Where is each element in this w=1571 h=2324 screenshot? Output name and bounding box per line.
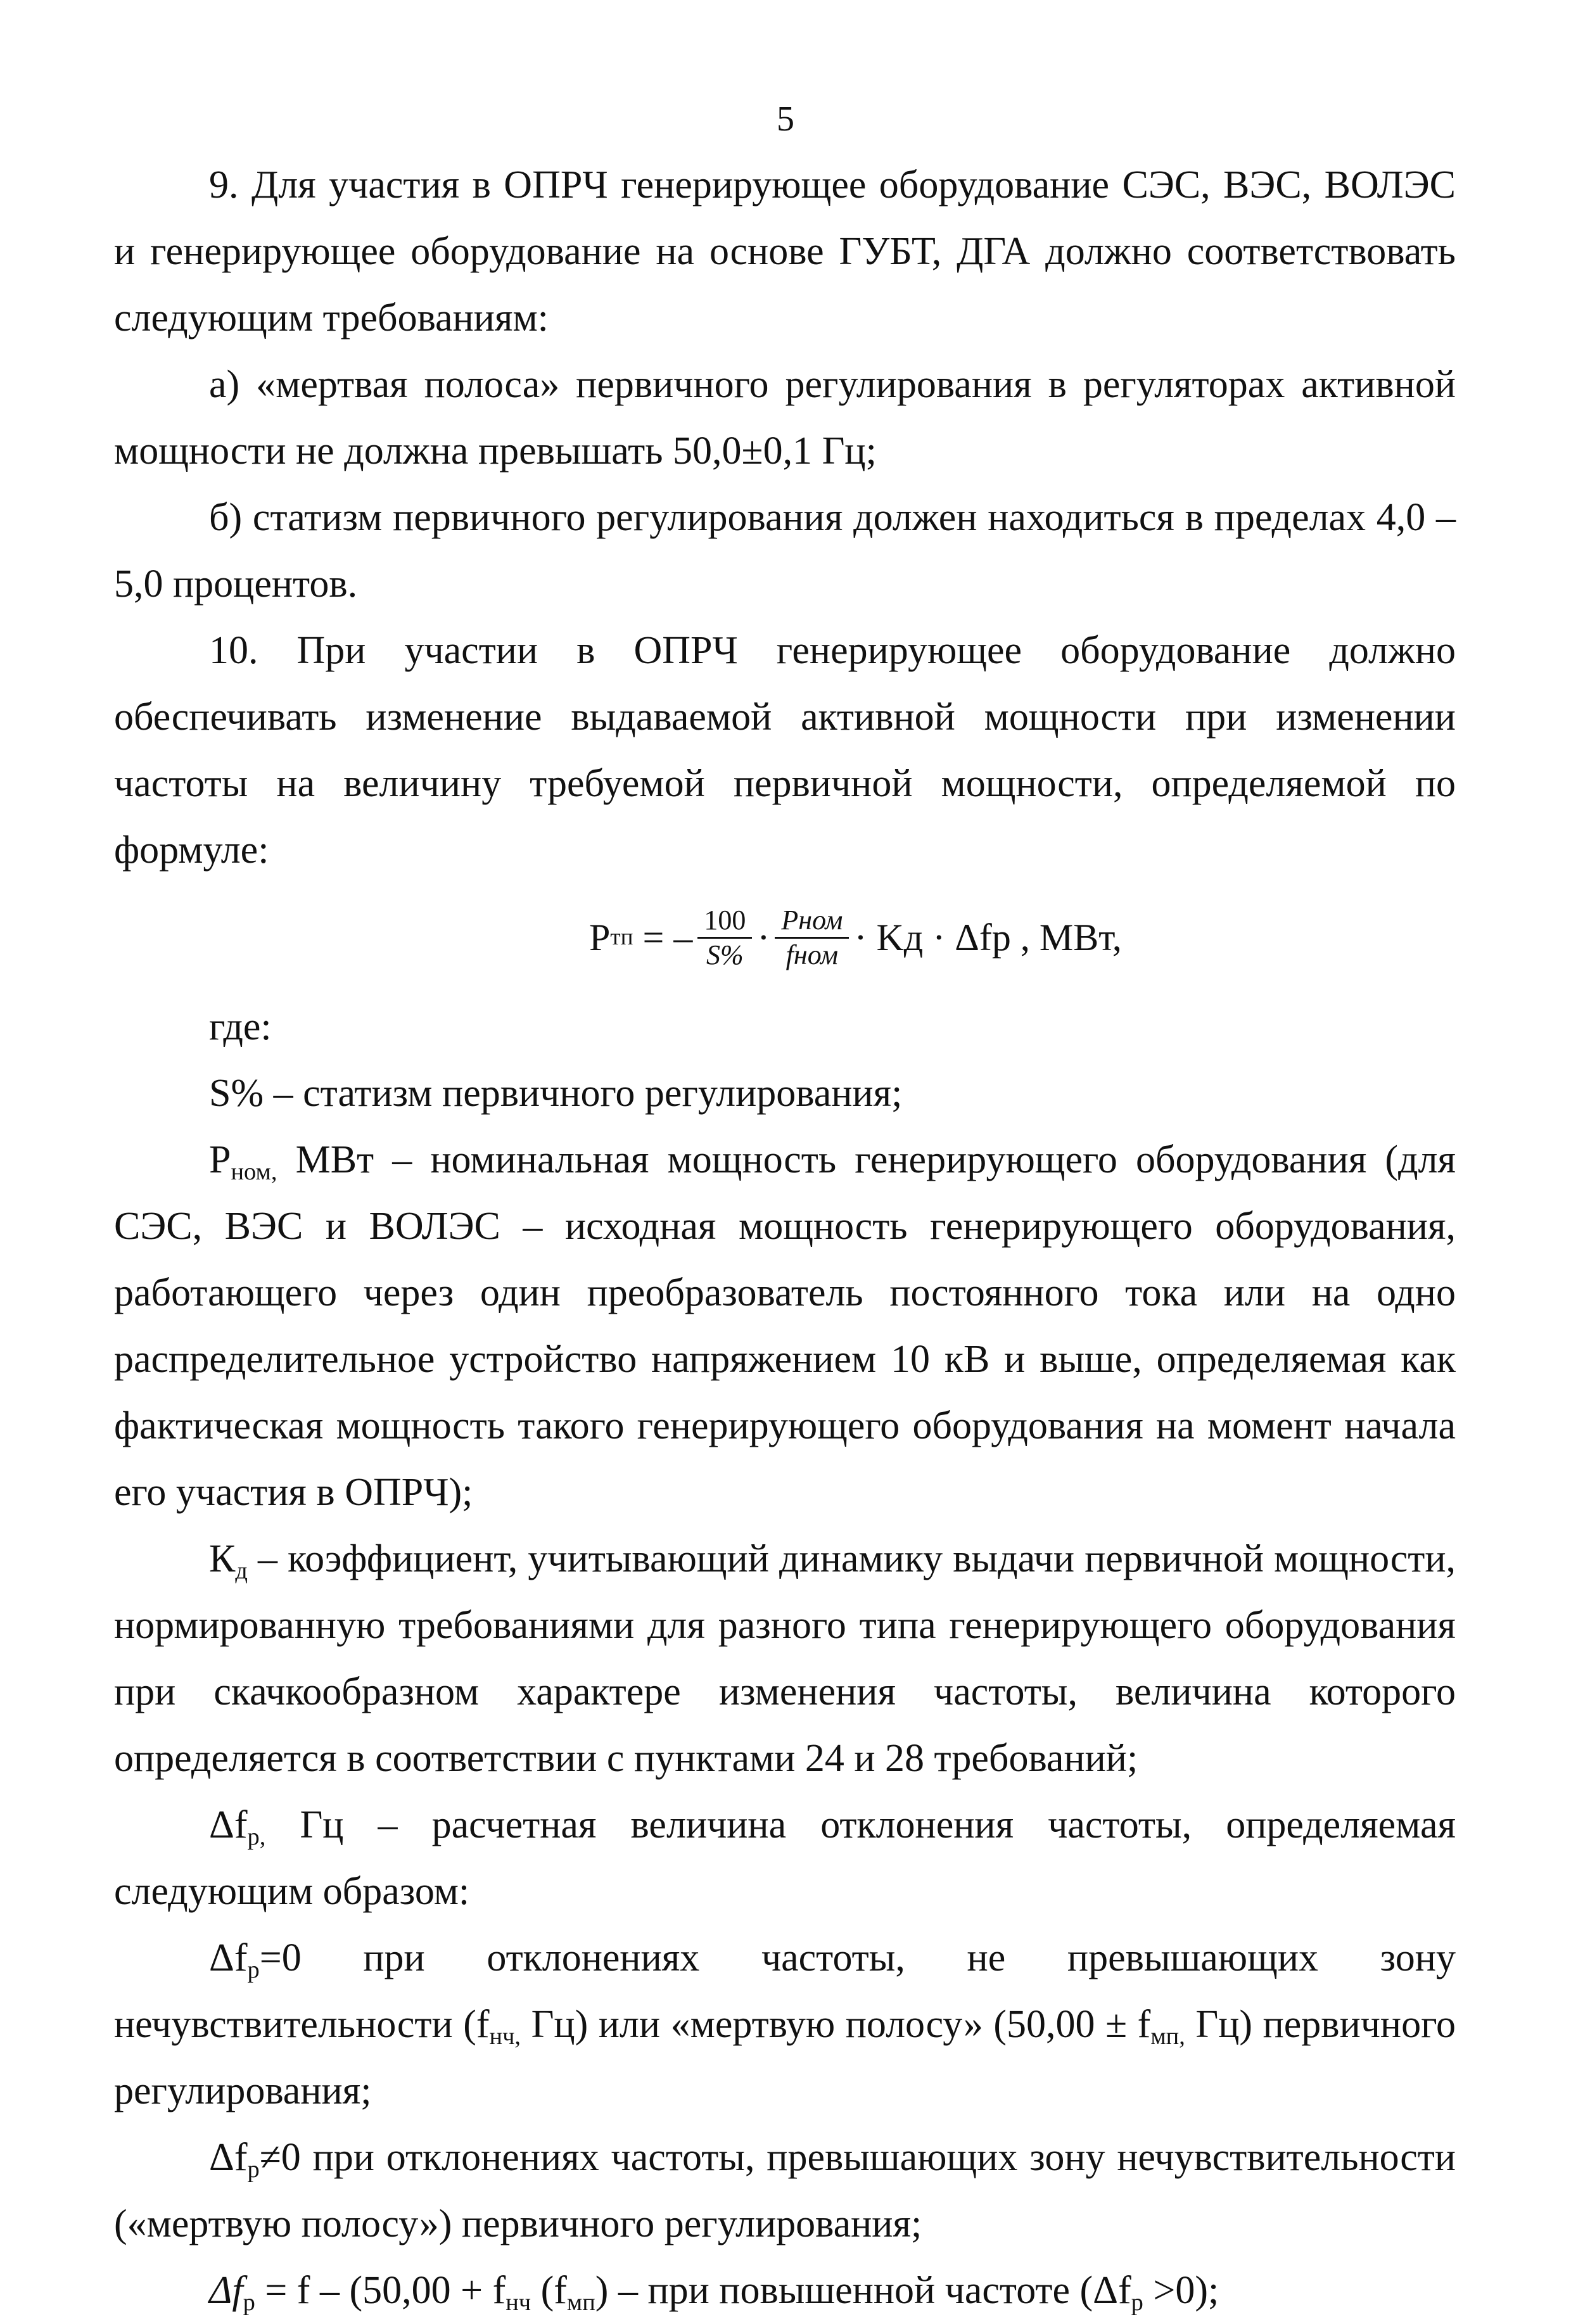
pnom-subscript: ном, bbox=[231, 1158, 277, 1185]
dfp-zero-sub-2: нч, bbox=[489, 2022, 521, 2050]
dfp-zero-symbol: Δf bbox=[209, 1936, 248, 1979]
formula-dot: · bbox=[757, 916, 770, 958]
formula-tail: · Kд · Δfр , МВт, bbox=[854, 916, 1122, 958]
document-body bbox=[114, 152, 1456, 2324]
fraction-1-numerator: 100 bbox=[697, 904, 752, 939]
def-pnom bbox=[114, 1127, 1456, 1526]
paragraph-9a: а) «мертвая полоса» первичного регулирования в регуляторах активной мощности не должна превышать 50,0±0,1 Гц; bbox=[114, 363, 1456, 473]
power-formula: P тп = – $\frac{100}{S\%}$ · $\frac{\text{Pном}}{\text{fном}}$ · Kд · Δfр , МВт, bbox=[589, 904, 1122, 970]
dfp-subscript: р, bbox=[247, 1823, 266, 1850]
fraction-1-denominator: S% bbox=[706, 939, 744, 970]
dfp-text: Гц – расчетная величина отклонения частоты, определяемая следующим образом: bbox=[114, 1803, 1456, 1913]
dfp-high-text-2: (f bbox=[531, 2269, 567, 2312]
def-statism: S% – статизм первичного регулирования; bbox=[209, 1072, 903, 1115]
paragraph-10: 10. При участии в ОПРЧ генерирующее оборудование должно обеспечивать изменение выдаваемой активной мощности при изменении частоты на величину требуемой первичной мощности, определяемой по формуле: bbox=[114, 629, 1456, 872]
page-number: 5 bbox=[777, 99, 794, 139]
paragraph-9: 9. Для участия в ОПРЧ генерирующее оборудование СЭС, ВЭС, ВОЛЭС и генерирующее оборудование на основе ГУБТ, ДГА должно соответствовать следующим требованиям: bbox=[114, 163, 1456, 340]
def-kd bbox=[114, 1526, 1456, 1792]
kd-symbol: К bbox=[209, 1537, 236, 1580]
dfp-high-sub-4: р bbox=[1131, 2289, 1143, 2316]
dfp-zero-case bbox=[114, 1925, 1456, 2124]
dfp-high-symbol: Δf bbox=[209, 2269, 243, 2312]
dfp-zero-text-3: Гц) первичного регулирования; bbox=[114, 2003, 1456, 2112]
dfp-high-text-1: = f – (50,00 + f bbox=[255, 2269, 506, 2312]
dfp-high-sub: р bbox=[243, 2289, 255, 2316]
formula-fraction-1 bbox=[697, 904, 752, 972]
dfp-nonzero-symbol: Δf bbox=[209, 2136, 248, 2179]
dfp-high-sub-2: нч bbox=[506, 2289, 531, 2316]
where-label: где: bbox=[209, 1005, 272, 1048]
dfp-zero-sub: р bbox=[247, 1956, 260, 1983]
def-dfp bbox=[114, 1792, 1456, 1925]
dfp-zero-text-2: Гц) или «мертвую полосу» (50,00 ± f bbox=[521, 2003, 1151, 2046]
formula-lhs: P bbox=[589, 916, 611, 958]
dfp-nonzero-case bbox=[114, 2124, 1456, 2257]
dfp-high-case bbox=[114, 2257, 1456, 2324]
dfp-high-text-3: ) – при повышенной частоте (Δf bbox=[595, 2269, 1131, 2312]
formula-fraction-2 bbox=[775, 904, 849, 972]
dfp-zero-sub-3: мп, bbox=[1150, 2022, 1185, 2050]
kd-subscript: д bbox=[235, 1557, 248, 1584]
formula-eq: = – bbox=[633, 916, 693, 958]
pnom-symbol: P bbox=[209, 1138, 231, 1181]
dfp-high-sub-3: мп bbox=[566, 2289, 595, 2316]
dfp-high-text-4: >0); bbox=[1143, 2269, 1219, 2312]
dfp-zero-text-1: =0 при отклонениях частоты, не превышающих зону нечувствительности (f bbox=[114, 1936, 1456, 2046]
dfp-symbol: Δf bbox=[209, 1803, 248, 1846]
pnom-text: МВт – номинальная мощность генерирующего оборудования (для СЭС, ВЭС и ВОЛЭС – исходная мощность генерирующего оборудования, работающего через один преобразователь постоянного тока или на одно распределительное устройство напряжением 10 кВ и выше, определяемая как фактическая мощность такого генерирующего оборудования на момент начала его участия в ОПРЧ); bbox=[114, 1138, 1456, 1514]
fraction-2-denominator: fном bbox=[786, 939, 839, 970]
dfp-nonzero-sub: р bbox=[247, 2156, 260, 2183]
paragraph-9b: б) статизм первичного регулирования должен находиться в пределах 4,0 –5,0 процентов. bbox=[114, 496, 1456, 606]
kd-text: – коэффициент, учитывающий динамику выдачи первичной мощности, нормированную требованиями для разного типа генерирующего оборудования при скачкообразном характере изменения частоты, величина которого определяется в соответствии с пунктами 24 и 28 требований; bbox=[114, 1537, 1456, 1780]
dfp-nonzero-text: ≠0 при отклонениях частоты, превышающих зону нечувствительности («мертвую полосу») первичного регулирования; bbox=[114, 2136, 1456, 2245]
fraction-2-numerator: Pном bbox=[775, 904, 849, 939]
